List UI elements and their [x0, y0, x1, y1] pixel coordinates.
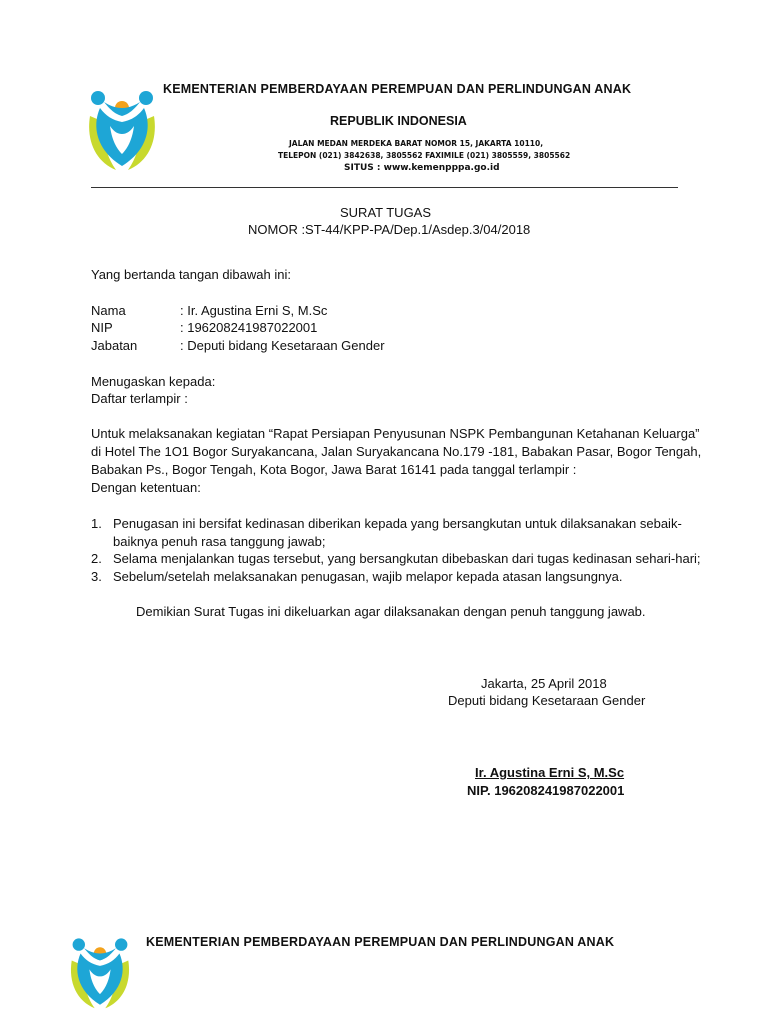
condition-1-text: Penugasan ini bersifat kedinasan diberikan kepada yang bersangkutan untuk dilaksanakan sebaik-	[113, 516, 682, 531]
place-date: Jakarta, 25 April 2018	[481, 676, 607, 691]
condition-2-text: Selama menjalankan tugas tersebut, yang bersangkutan dibebaskan dari tugas kedinasan sehari-hari;	[113, 551, 701, 566]
document-title: SURAT TUGAS	[340, 205, 432, 220]
field-value-nip: : 196208241987022001	[180, 320, 318, 335]
address-line-2: TELEPON (021) 3842638, 3805562 FAXIMILE (021) 3805559, 3805562	[278, 151, 571, 160]
signatory-position: Deputi bidang Kesetaraan Gender	[448, 693, 646, 708]
field-value-jabatan: : Deputi bidang Kesetaraan Gender	[180, 338, 385, 353]
website: SITUS : www.kemenpppa.go.id	[344, 163, 500, 173]
ministry-name-next-page: KEMENTERIAN PEMBERDAYAAN PEREMPUAN DAN PERLINDUNGAN ANAK	[146, 935, 615, 949]
kemenpppa-logo-icon	[86, 86, 158, 172]
assign-line-2: Daftar terlampir :	[91, 391, 188, 406]
intro-text: Yang bertanda tangan dibawah ini:	[91, 267, 291, 282]
kemenpppa-logo-icon-next-page	[68, 934, 132, 1010]
field-label-nip: NIP	[91, 320, 113, 335]
letterhead-divider	[91, 187, 678, 188]
condition-3-text: Sebelum/setelah melaksanakan penugasan, wajib melapor kepada atasan langsungnya.	[113, 569, 623, 584]
assign-line-1: Menugaskan kepada:	[91, 374, 216, 389]
field-value-nama: : Ir. Agustina Erni S, M.Sc	[180, 303, 328, 318]
document-number: NOMOR :ST-44/KPP-PA/Dep.1/Asdep.3/04/2018	[248, 222, 531, 237]
field-label-jabatan: Jabatan	[91, 338, 138, 353]
purpose-line-2: di Hotel The 1O1 Bogor Suryakancana, Jalan Suryakancana No.179 -181, Babakan Pasar, Bogor Tengah,	[91, 444, 702, 459]
condition-1-continuation: baiknya penuh rasa tanggung jawab;	[113, 534, 326, 549]
republic-name: REPUBLIK INDONESIA	[330, 114, 467, 128]
purpose-line-3: Babakan Ps., Bogor Tengah, Kota Bogor, Jawa Barat 16141 pada tanggal terlampir :	[91, 462, 577, 477]
condition-1-number: 1.	[91, 516, 102, 531]
signatory-name: Ir. Agustina Erni S, M.Sc	[475, 765, 625, 780]
condition-3-number: 3.	[91, 569, 102, 584]
purpose-line-1: Untuk melaksanakan kegiatan “Rapat Persiapan Penyusunan NSPK Pembangunan Ketahanan Keluarga”	[91, 426, 700, 441]
closing-statement: Demikian Surat Tugas ini dikeluarkan agar dilaksanakan dengan penuh tanggung jawab.	[136, 604, 646, 619]
field-label-nama: Nama	[91, 303, 126, 318]
signatory-nip: NIP. 196208241987022001	[467, 783, 625, 798]
purpose-line-4: Dengan ketentuan:	[91, 480, 201, 495]
condition-2-number: 2.	[91, 551, 102, 566]
address-line-1: JALAN MEDAN MERDEKA BARAT NOMOR 15, JAKARTA 10110,	[289, 139, 544, 148]
ministry-name: KEMENTERIAN PEMBERDAYAAN PEREMPUAN DAN PERLINDUNGAN ANAK	[163, 82, 632, 96]
